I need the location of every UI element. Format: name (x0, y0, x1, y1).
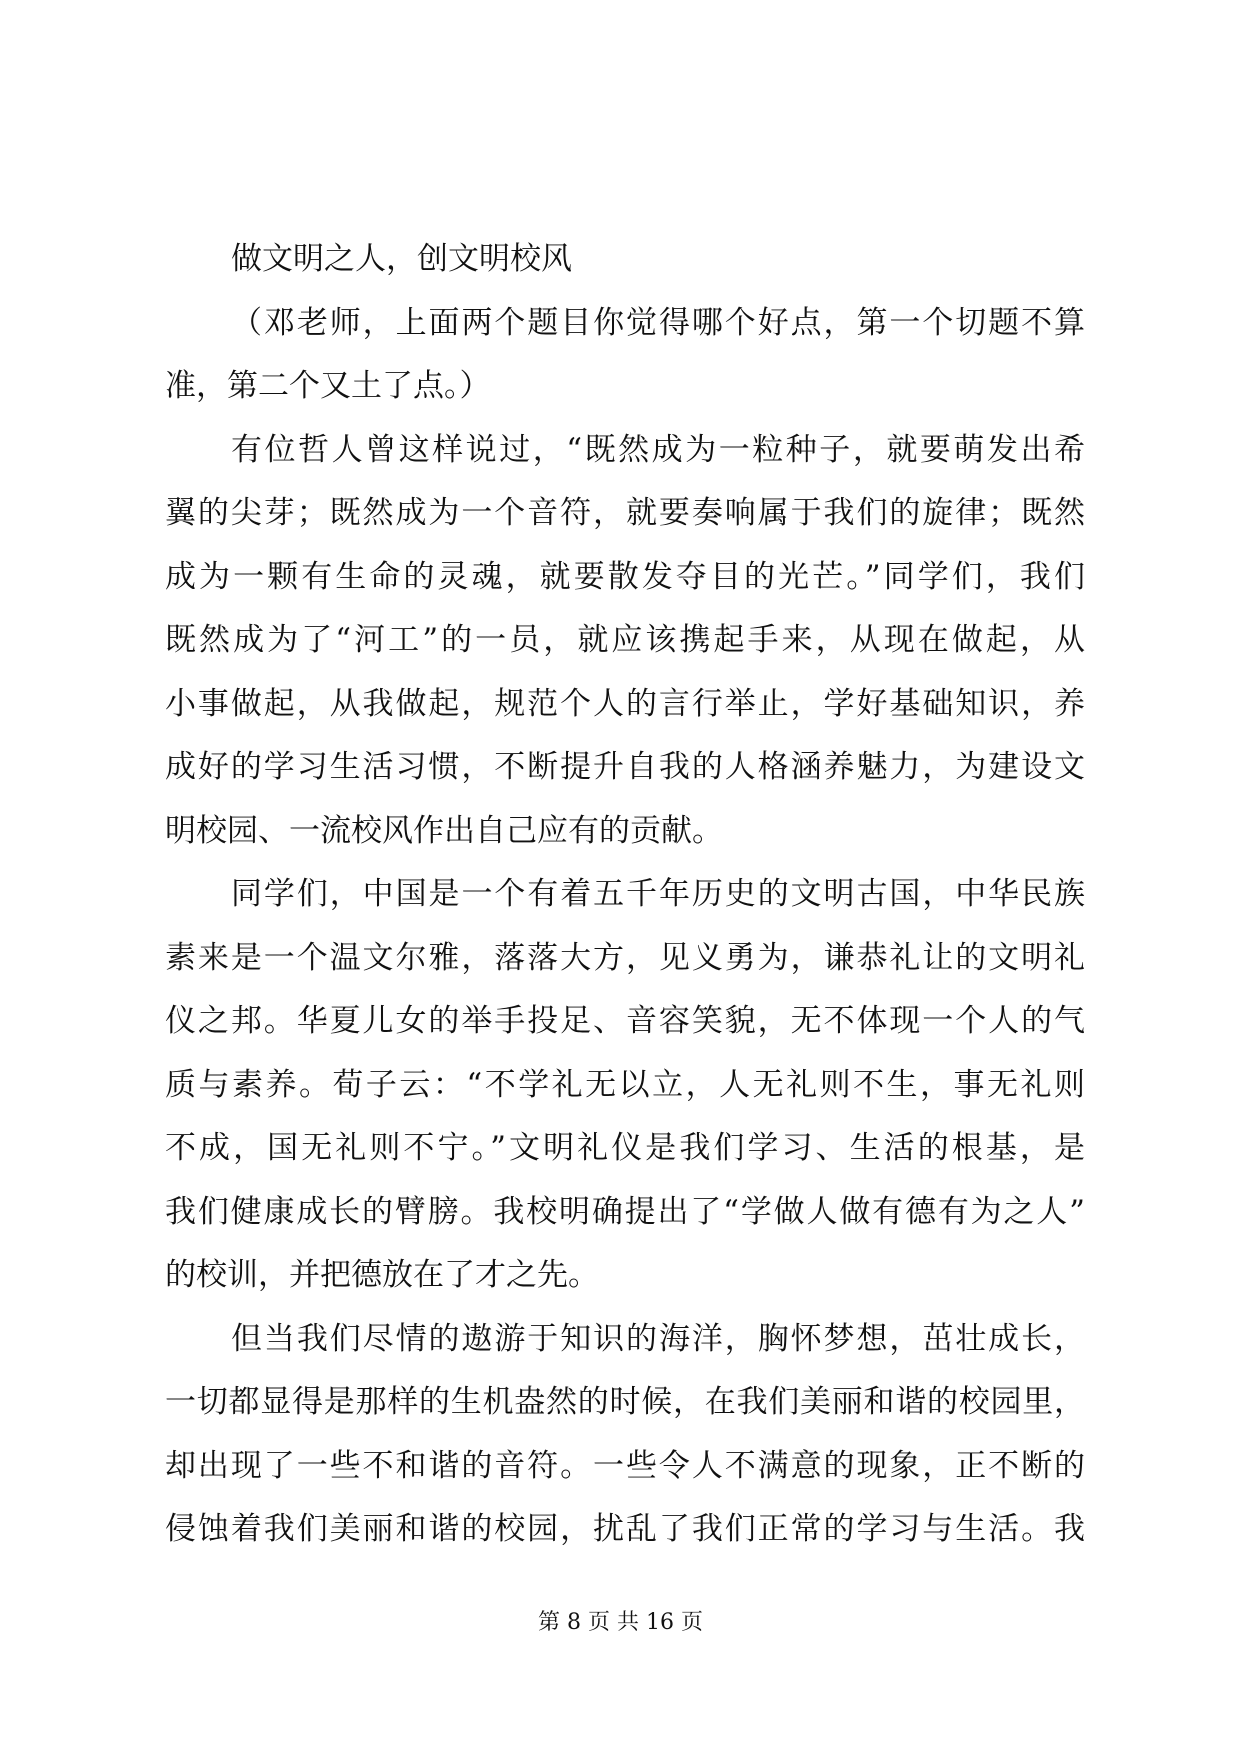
text-line: 做文明之人，创文明校风 (231, 241, 572, 277)
text-line: （邓老师，上面两个题目你觉得哪个好点，第一个切题不算 (231, 304, 1085, 341)
page-footer: 第 8 页 共 16 页 (538, 1610, 703, 1635)
text-line: 我们健康成长的臂膀。我校明确提出了“学做人做有德有为之人” (165, 1193, 1085, 1230)
text-line: 小事做起，从我做起，规范个人的言行举止，学好基础知识，养 (165, 685, 1085, 722)
text-line: 侵蚀着我们美丽和谐的校园，扰乱了我们正常的学习与生活。我 (165, 1511, 1085, 1547)
text-line: 准，第二个又土了点。） (165, 368, 491, 404)
text-line: 的校训，并把德放在了才之先。 (165, 1257, 599, 1293)
text-line: 仪之邦。华夏儿女的举手投足、音容笑貌，无不体现一个人的气 (165, 1003, 1085, 1039)
text-line: 一切都显得是那样的生机盎然的时候，在我们美丽和谐的校园里， (165, 1384, 1085, 1420)
text-line: 既然成为了“河工”的一员，就应该携起手来，从现在做起，从 (165, 622, 1085, 658)
text-line: 却出现了一些不和谐的音符。一些令人不满意的现象，正不断的 (165, 1447, 1085, 1484)
text-line: 明校园、一流校风作出自己应有的贡献。 (165, 812, 723, 849)
text-line: 但当我们尽情的遨游于知识的海洋，胸怀梦想，茁壮成长， (231, 1320, 1085, 1357)
text-line: 不成，国无礼则不宁。”文明礼仪是我们学习、生活的根基，是 (165, 1130, 1085, 1166)
text-line: 有位哲人曾这样说过，“既然成为一粒种子，就要萌发出希 (231, 431, 1085, 468)
text-line: 翼的尖芽；既然成为一个音符，就要奏响属于我们的旋律；既然 (165, 495, 1085, 531)
text-line: 同学们，中国是一个有着五千年历史的文明古国，中华民族 (231, 876, 1085, 912)
text-line: 素来是一个温文尔雅，落落大方，见义勇为，谦恭礼让的文明礼 (165, 939, 1085, 976)
body-text (165, 228, 1085, 1562)
text-line: 质与素养。荀子云：“不学礼无以立，人无礼则不生，事无礼则 (165, 1066, 1085, 1103)
text-line: 成为一颗有生命的灵魂，就要散发夺目的光芒。”同学们，我们 (165, 558, 1085, 595)
text-line: 成好的学习生活习惯，不断提升自我的人格涵养魅力，为建设文 (165, 749, 1085, 785)
